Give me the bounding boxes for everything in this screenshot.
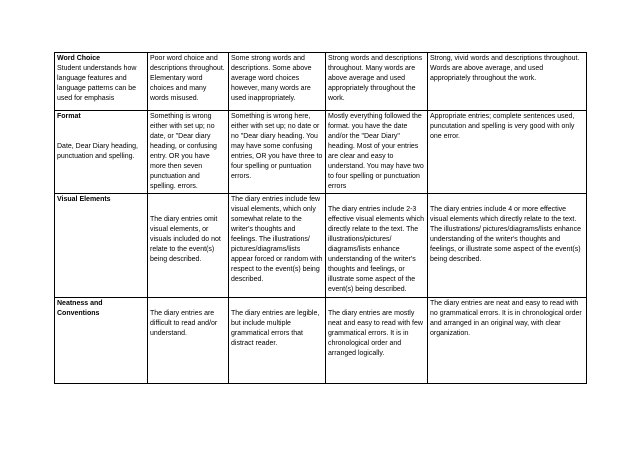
criterion-name: Format (57, 113, 81, 120)
criterion-description: Date, Dear Diary heading, punctuation and spelling. (57, 143, 138, 160)
level-cell (148, 298, 229, 384)
criterion-name: Word Choice (57, 55, 101, 62)
level-cell: Something is wrong either with set up; no date, or "Dear diary heading, or confusing entry. OR you have more then seven punctuation and spelling. errors. (148, 111, 229, 194)
level-cell: The diary entries include few visual elements, which only somewhat relate to the writer's thoughts and feelings. The illustrations/ pictures/diagrams/lists appear forced or random with respect to the event(s) being described. (229, 194, 326, 298)
level-cell: Poor word choice and descriptions throughout. Elementary word choices and many words misused. (148, 53, 229, 111)
level-cell (326, 194, 428, 298)
level-cell: The diary entries are neat and easy to read with no grammatical errors. It is in chronological order and arranged in an original way, with clear organization. (428, 298, 587, 384)
level-text: The diary entries are mostly neat and easy to read with few grammatical errors. It is in chronological order and arranged logically. (328, 310, 423, 357)
level-cell (148, 194, 229, 298)
level-text: The diary entries include 4 or more effective visual elements which directly relate to the text. The illustrations/ pictures/diagrams/lists enhance understanding of the writer's thoughts and feelings, or illustrate some aspect of the event(s) being described. (430, 206, 581, 263)
criterion-name: Visual Elements (57, 196, 111, 203)
level-cell: Strong, vivid words and descriptions throughout. Words are above average, and used appropriately throughout the work. (428, 53, 587, 111)
criterion-cell (55, 298, 148, 384)
level-cell (428, 194, 587, 298)
level-text: The diary entries omit visual elements, or visuals included do not relate to the event(s) being described. (150, 216, 221, 263)
rubric-table (54, 52, 587, 384)
criterion-cell (55, 194, 148, 298)
criterion-cell (55, 111, 148, 194)
level-text: The diary entries include 2-3 effective visual elements which directly relate to the text. The illustrations/pictures/ diagrams/lists enhance understanding of the writer's thoughts and feelings, or illustrate some aspect of the event(s) being described. (328, 206, 424, 293)
level-cell: Appropriate entries; complete sentences used, puncutation and spelling is very good with only one error. (428, 111, 587, 194)
criterion-cell (55, 53, 148, 111)
level-cell: Something is wrong here, either with set up; no date or no "Dear diary heading. You may have some confusing entries, OR you have three to four spelling or puntuation errors. (229, 111, 326, 194)
table-row (55, 53, 587, 111)
table-row (55, 194, 587, 298)
level-cell (229, 298, 326, 384)
criterion-name: Neatness and Conventions (57, 300, 103, 317)
level-text: The diary entries are difficult to read and/or understand. (150, 310, 218, 337)
level-cell: Mostly everything followed the format. you have the date and/or the "Dear Diary" heading. Most of your entries are clear and easy to understand. You may have two to four spelling or punctuation errors (326, 111, 428, 194)
table-row (55, 298, 587, 384)
table-row (55, 111, 587, 194)
level-cell (326, 298, 428, 384)
criterion-description: Student understands how language features and language patterns can be used for emphasis (57, 65, 137, 102)
level-cell: Some strong words and descriptions. Some above average word choices however, many words are used inappropriately. (229, 53, 326, 111)
level-cell: Strong words and descriptions throughout. Many words are above average and used appropriately throughout the work. (326, 53, 428, 111)
level-text: The diary entries are legible, but include multiple grammatical errors that distract reader. (231, 310, 320, 347)
